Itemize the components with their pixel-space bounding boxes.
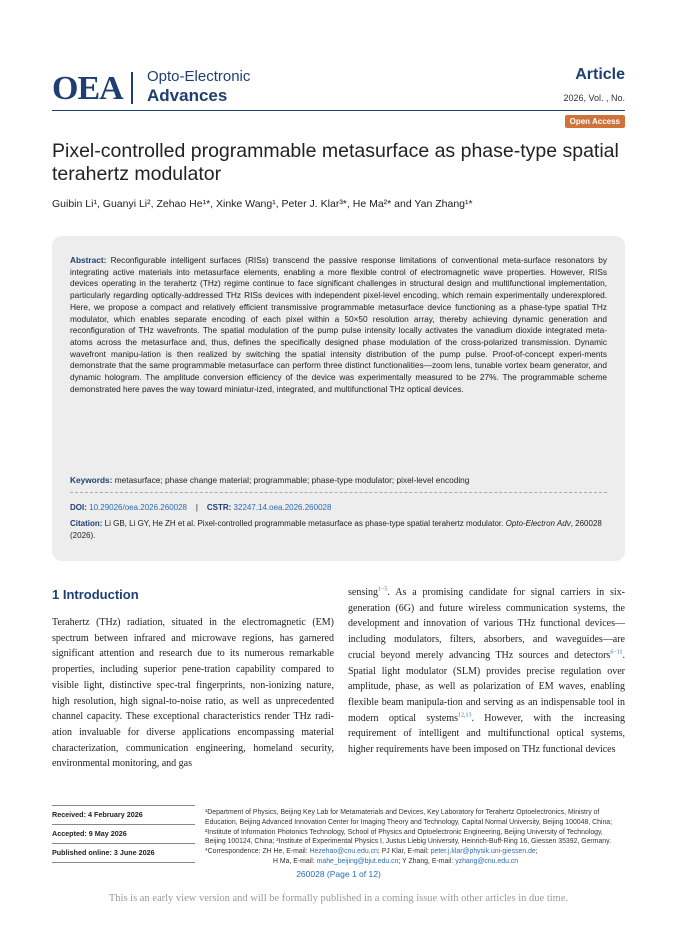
abstract xyxy=(70,255,607,395)
keywords xyxy=(70,475,607,485)
volume-info: 2026, Vol. , No. xyxy=(563,93,625,103)
correspondence: *Correspondence: ZH He, E-mail: Hezehao@cnu.edu.cn; PJ Klar, E-mail: peter.j.klar@physik.uni-giessen.de; xyxy=(205,848,538,856)
citation-text: Li GB, Li GY, He ZH et al. Pixel-controlled programmable metasurface as phase-type spatial terahertz modulator. xyxy=(104,519,504,528)
abstract-divider xyxy=(70,492,607,493)
journal-name-line2: Advances xyxy=(147,86,228,105)
abstract-text: Reconfigurable intelligent surfaces (RISs) transcend the passive response limitations of conventional meta-surface resonators by integrating active materials into metasurface elements, enabling a more flexible control of electromagnetic wave properties. However, RISs devices operating in the terahertz (THz) regime continue to face significant challenges in structural design and multifunctional implementation, particularly regarding optically-addressed THz RISs devices with independent pixel-level encoding, which remain experimentally underexplored. Here, we propose a compact and relatively efficient transmissive programmable metasurface device functioning as a phase-type spatial THz modulator, which enables separate encoding of each pixel within a 50×50 resolution array, thereby achieving dynamic generation and reconfiguration of THz wavefronts. The spatial modulation of the pump pulse intensity locally activates the vanadium dioxide integrated meta-atoms across the metasurface and, thus, defines the specifically designed phase modulation of the cross-polarized transmission. Dynamic wavefront manipu-lation is then realized by switching the spatial intensity distribution of the pump pulse. Proof-of-concept experi-ments demonstrate that the same programmable metasurface can perform three distinct functionalities—zoom lens, tunable vortex beam generator, and dynamic hologram. The amplitude conversion efficiency of the device was experimentally measured to be 27%. The programmable scheme demonstrated here paves the way toward miniatur-ized, integrated, and multifunctional THz optical devices. xyxy=(70,255,607,394)
affiliations xyxy=(205,808,625,867)
email-link[interactable]: Hezehao@cnu.edu.cn xyxy=(309,848,378,856)
journal-name xyxy=(147,67,250,105)
keywords-text: metasurface; phase change material; programmable; phase-type modulator; pixel-level encoding xyxy=(114,475,470,485)
doi-label: DOI: xyxy=(70,503,87,512)
section-heading-introduction: 1 Introduction xyxy=(52,587,139,602)
correspondence-2: H Ma, E-mail: mahe_beijing@bjut.edu.cn; Y Zhang, E-mail: yzhang@cnu.edu.cn xyxy=(273,857,519,865)
paper-title: Pixel-controlled programmable metasurface as phase-type spatial terahertz modulator xyxy=(52,140,619,185)
intro-left-column: Terahertz (THz) radiation, situated in the electromagnetic (EM) spectrum between infrared and microwave regions, has garnered significant attention and research due to its numerous remarkable properties, including superior pene-tration capability compared to visible light, distinctive spec-tral fingerprints, non-ionizing nature, high resolution, high signal-to-noise ratio, as well as unprecedented channel capacity. These exceptional characteristics render THz radi-ation invaluable for diverse applications encompassing material characterization, communication engineering, homeland security, environmental monitoring, and gas xyxy=(52,617,334,770)
article-dates xyxy=(52,805,195,863)
intro-text-2: . As a promising candidate for signal carriers in six-generation (6G) and future wireless communication systems, the development and innovation of various THz functional devices—including modulators, filters, absorbers, and waveguides—are crucial beyond merely advancing THz sources and detectors xyxy=(348,587,625,661)
article-type: Article xyxy=(575,66,625,83)
citation xyxy=(70,518,607,542)
cstr-label: CSTR: xyxy=(206,503,232,512)
page-number: 260028 (Page 1 of 12) xyxy=(296,869,381,879)
reference-link[interactable]: 1−5 xyxy=(378,586,388,593)
received-date: Received: 4 February 2026 xyxy=(52,805,195,824)
citation-journal: Opto-Electron Adv xyxy=(505,519,571,528)
reference-link[interactable]: 6−11 xyxy=(610,649,623,656)
journal-header xyxy=(0,0,677,140)
intro-right-column xyxy=(348,585,625,758)
email-link[interactable]: yzhang@cnu.edu.cn xyxy=(455,857,519,865)
author-list: Guibin Li¹, Guanyi Li², Zehao He¹*, Xinke Wang¹, Peter J. Klar³*, He Ma²* and Yan Zhang¹* xyxy=(52,198,473,210)
intro-text-4: . However, with the increasing requirement of intelligent and multifunctional optical systems, higher requirements have been imposed on THz functional devices xyxy=(348,712,626,756)
intro-text-1: sensing xyxy=(348,587,378,598)
keywords-label: Keywords: xyxy=(70,475,113,485)
abstract-label: Abstract: xyxy=(70,255,107,265)
doi-link[interactable]: 10.29026/oea.2026.260028 xyxy=(89,503,187,512)
header-rule xyxy=(52,110,625,111)
affiliation-text: ¹Department of Physics, Beijing Key Lab for Metamaterials and Devices, Key Laboratory for Terahertz Optoelectronics, Ministry of Education, Beijing Advanced Innovation Center for Imaging Theory and Technology, Capital Normal University, Beijing 100048, China; ²Institute of Information Photonics Technology, School of Physics and Optoelectronic Engineering, Beijing University of Technology, Beijing 100124, China; ³Institute of Experimental Physics I, Justus Liebig University, Heinrich-Buff-Ring 16, Giessen 35392, Germany. xyxy=(205,809,613,846)
oea-logo: OEA xyxy=(52,70,123,107)
reference-link[interactable]: 12,13 xyxy=(458,712,472,719)
cstr-link[interactable]: 32247.14.oea.2026.260028 xyxy=(233,503,332,512)
early-view-note: This is an early view version and will be formally published in a coming issue with other articles in due time. xyxy=(108,893,569,904)
doi-line xyxy=(70,503,607,512)
published-date: Published online: 3 June 2026 xyxy=(52,843,195,863)
citation-label: Citation: xyxy=(70,519,103,528)
logo-divider xyxy=(131,72,133,104)
citation-end: , 260028 (2026). xyxy=(70,519,602,540)
doi-separator: | xyxy=(195,503,198,512)
intro-text-3: . Spatial light modulator (SLM) provides precise regulation over amplitude, phase, as well as polarization of EM waves, enabling flexible beam manipula-tion and serving as an indispensable tool in modern optical systems xyxy=(348,649,625,724)
accepted-date: Accepted: 9 May 2026 xyxy=(52,824,195,843)
journal-name-line1: Opto-Electronic xyxy=(147,68,251,85)
email-link[interactable]: mahe_beijing@bjut.edu.cn xyxy=(316,857,399,865)
email-link[interactable]: peter.j.klar@physik.uni-giessen.de xyxy=(430,848,536,856)
open-access-badge: Open Access xyxy=(565,115,625,128)
